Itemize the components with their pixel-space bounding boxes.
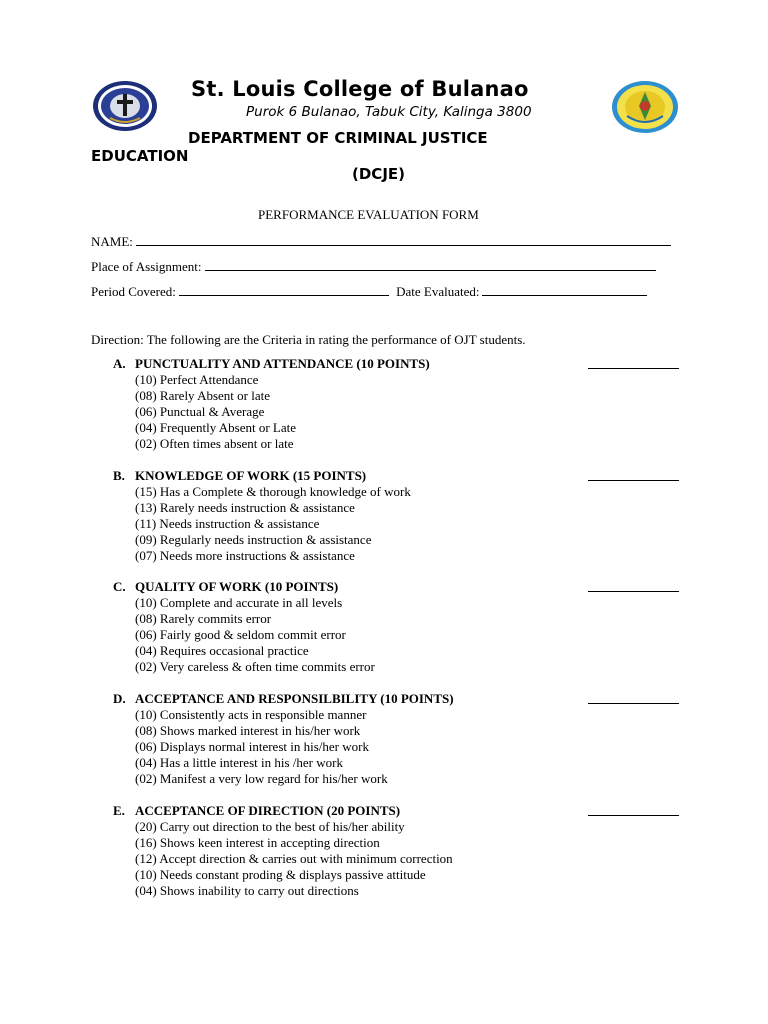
criteria-letter: C. [113, 579, 126, 594]
name-field[interactable] [136, 233, 671, 246]
criteria-title: QUALITY OF WORK (10 POINTS) [135, 579, 339, 594]
criteria-title: ACCEPTANCE AND RESPONSILBILITY (10 POINTS) [135, 691, 454, 706]
date-label: Date Evaluated: [396, 284, 480, 299]
criteria-heading [113, 356, 679, 372]
college-address: Purok 6 Bulanao, Tabuk City, Kalinga 3800 [246, 104, 532, 120]
criteria-item: (04) Shows inability to carry out directions [135, 883, 359, 898]
criteria-heading [113, 468, 679, 484]
department-name-line2: EDUCATION [91, 147, 189, 165]
criteria-item: (07) Needs more instructions & assistance [135, 548, 355, 563]
criteria-item: (02) Manifest a very low regard for his/her work [135, 771, 388, 786]
criteria-item: (02) Often times absent or late [135, 436, 294, 451]
criteria-heading [113, 803, 679, 819]
period-label: Period Covered: [91, 284, 176, 299]
college-name: St. Louis College of Bulanao [191, 77, 529, 101]
criteria-item: (06) Displays normal interest in his/her work [135, 739, 369, 754]
criteria-item: (10) Perfect Attendance [135, 372, 259, 387]
criteria-item: (08) Shows marked interest in his/her work [135, 723, 361, 738]
criteria-item: (10) Complete and accurate in all levels [135, 595, 343, 610]
period-field[interactable] [179, 283, 389, 296]
direction-text: Direction: The following are the Criteria in rating the performance of OJT students. [91, 332, 526, 347]
criteria-item: (10) Consistently acts in responsible manner [135, 707, 367, 722]
criteria-section-c [113, 579, 679, 675]
score-blank[interactable] [588, 368, 679, 369]
criteria-item: (04) Requires occasional practice [135, 643, 309, 658]
criteria-item: (02) Very careless & often time commits error [135, 659, 375, 674]
assignment-row [91, 258, 656, 275]
criteria-item: (12) Accept direction & carries out with minimum correction [135, 851, 453, 866]
criteria-heading [113, 691, 679, 707]
criteria-title: KNOWLEDGE OF WORK (15 POINTS) [135, 468, 367, 483]
score-blank[interactable] [588, 703, 679, 704]
assignment-field[interactable] [205, 258, 656, 271]
criteria-letter: D. [113, 691, 126, 706]
criteria-item: (04) Has a little interest in his /her work [135, 755, 343, 770]
criteria-item: (10) Needs constant proding & displays passive attitude [135, 867, 426, 882]
criteria-section-e [113, 803, 679, 899]
assignment-label: Place of Assignment: [91, 259, 202, 274]
criteria-section-a [113, 356, 679, 452]
criteria-heading [113, 579, 679, 595]
criteria-item: (04) Frequently Absent or Late [135, 420, 297, 435]
criteria-item: (11) Needs instruction & assistance [135, 516, 320, 531]
score-blank[interactable] [588, 815, 679, 816]
criteria-item: (06) Punctual & Average [135, 404, 265, 419]
name-label: NAME: [91, 234, 133, 249]
criteria-letter: B. [113, 468, 125, 483]
criteria-item: (13) Rarely needs instruction & assistance [135, 500, 355, 515]
criteria-item: (08) Rarely Absent or late [135, 388, 271, 403]
criteria-title: PUNCTUALITY AND ATTENDANCE (10 POINTS) [135, 356, 430, 371]
criteria-item: (08) Rarely commits error [135, 611, 272, 626]
criteria-item: (09) Regularly needs instruction & assistance [135, 532, 372, 547]
college-seal-logo [92, 80, 158, 132]
period-date-row [91, 283, 647, 300]
score-blank[interactable] [588, 480, 679, 481]
criteria-section-b [113, 468, 679, 564]
form-title: PERFORMANCE EVALUATION FORM [258, 207, 479, 222]
department-name-line1: DEPARTMENT OF CRIMINAL JUSTICE [188, 129, 488, 147]
criteria-item: (15) Has a Complete & thorough knowledge of work [135, 484, 411, 499]
date-field[interactable] [482, 283, 647, 296]
criteria-title: ACCEPTANCE OF DIRECTION (20 POINTS) [135, 803, 401, 818]
department-seal-logo [611, 80, 679, 134]
criteria-letter: A. [113, 356, 126, 371]
criteria-item: (20) Carry out direction to the best of his/her ability [135, 819, 405, 834]
criteria-item: (16) Shows keen interest in accepting direction [135, 835, 380, 850]
department-abbreviation: (DCJE) [352, 165, 405, 183]
name-row [91, 233, 671, 250]
score-blank[interactable] [588, 591, 679, 592]
criteria-section-d [113, 691, 679, 787]
criteria-item: (06) Fairly good & seldom commit error [135, 627, 346, 642]
criteria-letter: E. [113, 803, 125, 818]
